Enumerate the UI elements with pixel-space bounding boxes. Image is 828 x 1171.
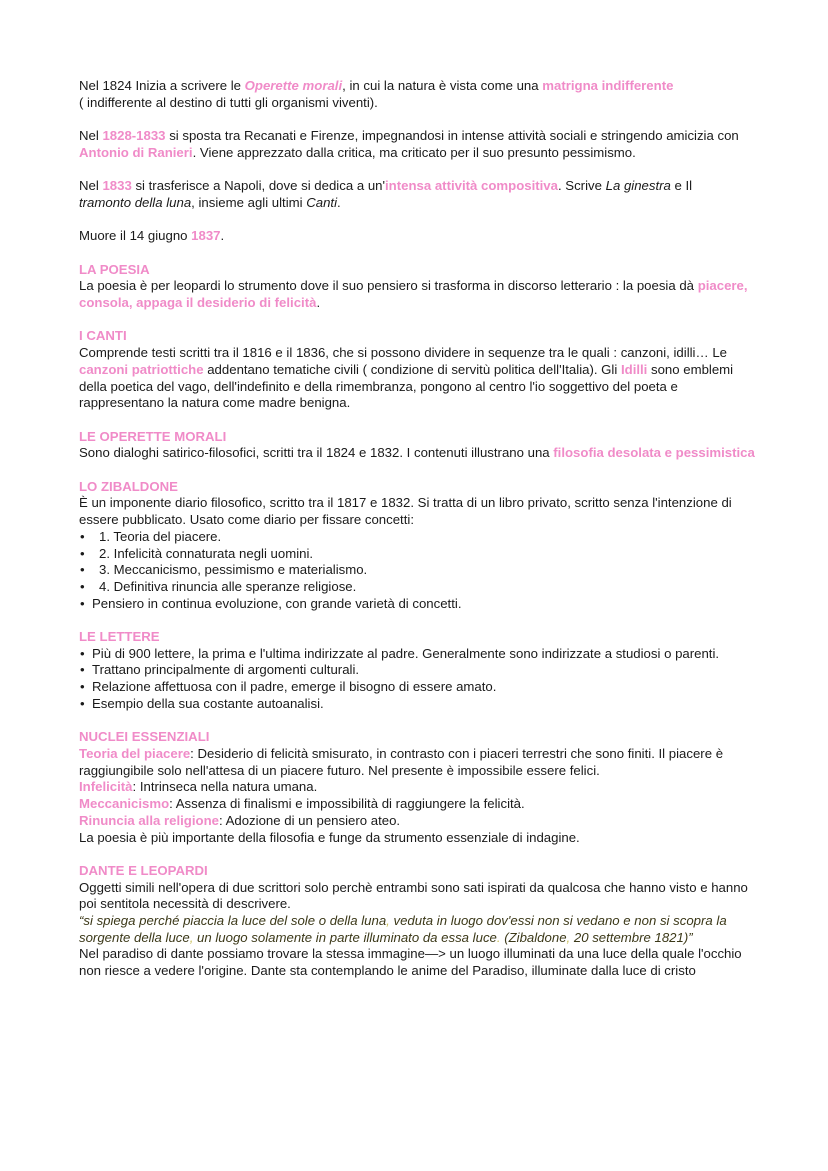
section-poesia: LA POESIA La poesia è per leopardi lo strumento dove il suo pensiero si trasforma in discorso letterario : la poesia dà piacere, consola, appaga il desiderio di felicità. (79, 262, 759, 312)
section-heading: LE LETTERE (79, 629, 160, 645)
section-dante: DANTE E LEOPARDI Oggetti simili nell'opera di due scrittori solo perchè entrambi sono sati ispirati da qualcosa che hanno visto e hanno poi sentitola necessità di descrivere. “si spiega perché piaccia la luce del sole o della luna, veduta in luogo dov'essi non si vedano e non si scopra la sorgente della luce, un luogo solamente in parte illuminato da essa luce. (Zibaldone, 20 settembre 1821)” Nel paradiso di dante possiamo trovare la stessa immagine—> un luogo illuminati da una luce della quale l'occhio non riesce a vedere l'origine. Dante sta contemplando le anime del Paradiso, illuminate dalla luce di cristo (79, 863, 759, 980)
list-item: • Trattano principalmente di argomenti culturali. (79, 662, 759, 679)
operette-morali-highlight: Operette morali (244, 78, 343, 93)
list-item: • Relazione affettuosa con il padre, emerge il bisogno di essere amato. (79, 679, 759, 696)
section-heading: LO ZIBALDONE (79, 478, 178, 494)
intro-paragraph-4: Muore il 14 giugno 1837. (79, 228, 225, 244)
section-operette: LE OPERETTE MORALI Sono dialoghi satirico-filosofici, scritti tra il 1824 e 1832. I contenuti illustrano una filosofia desolata e pessimistica (79, 429, 759, 462)
section-heading: DANTE E LEOPARDI (79, 862, 208, 878)
list-item: • 3. Meccanicismo, pessimismo e materialismo. (79, 562, 759, 579)
section-heading: I CANTI (79, 328, 127, 344)
section-zibaldone: LO ZIBALDONE È un imponente diario filosofico, scritto tra il 1817 e 1832. Si tratta di un libro privato, scritto senza l'intenzione di essere pubblicato. Usato come diario per fissare concetti: • 1. Teoria del piacere. • 2. Infelicità connaturata negli uomini. • 3. Meccanicismo, pessimismo e materialismo. • 4. Definitiva rinuncia alle speranze religiose. • Pensiero in continua evoluzione, con grande varietà di concetti. (79, 479, 759, 613)
attivita-highlight: intensa attività compositiva (385, 178, 558, 194)
intro-paragraph-3: Nel 1833 si trasferisce a Napoli, dove si dedica a un'intensa attività compositiva. Scrive La ginestra e Il tramonto della luna, insieme agli ultimi Canti. (79, 178, 693, 210)
list-item: • Esempio della sua costante autoanalisi. (79, 696, 759, 713)
document-page (79, 78, 759, 980)
section-heading: NUCLEI ESSENZIALI (79, 729, 210, 745)
list-item: • 4. Definitiva rinuncia alle speranze religiose. (79, 579, 759, 596)
list-item: • Pensiero in continua evoluzione, con grande varietà di concetti. (79, 596, 759, 613)
ranieri-highlight: Antonio di Ranieri (79, 144, 193, 160)
section-heading: LA POESIA (79, 261, 150, 277)
intro-paragraph-1: Nel 1824 Inizia a scrivere le Operette morali, in cui la natura è vista come una matrigna indifferente ( indifferente al destino di tutti gli organismi viventi). (79, 78, 674, 110)
list-item: • 2. Infelicità connaturata negli uomini. (79, 546, 759, 563)
matrigna-highlight: matrigna indifferente (542, 78, 674, 93)
section-nuclei: NUCLEI ESSENZIALI Teoria del piacere: Desiderio di felicità smisurato, in contrasto con i piaceri terrestri che sono finiti. Il piacere è raggiungibile solo nell'attesa di un piacere futuro. Nel presente è impossibile essere felici. Infelicità: Intrinseca nella natura umana. Meccanicismo: Assenza di finalismi e impossibilità di raggiungere la felicità. Rinuncia alla religione: Adozione di un pensiero ateo. La poesia è più importante della filosofia e funge da strumento essenziale di indagine. (79, 729, 759, 846)
years-highlight: 1828-1833 (102, 128, 166, 144)
section-heading: LE OPERETTE MORALI (79, 428, 227, 444)
zibaldone-quote: “si spiega perché piaccia la luce del sole o della luna, veduta in luogo dov'essi non si vedano e non si scopra la sorgente della luce, un luogo solamente in parte illuminato da essa luce. (Zibaldone, 20 settembre 1821)” (79, 913, 727, 945)
zibaldone-list (79, 529, 759, 596)
list-item: • 1. Teoria del piacere. (79, 529, 759, 546)
section-lettere (79, 629, 759, 713)
section-canti: I CANTI Comprende testi scritti tra il 1816 e il 1836, che si possono dividere in sequenze tra le quali : canzoni, idilli… Le canzoni patriottiche addentano tematiche civili ( condizione di servitù politica dell'Italia). Gli Idilli sono emblemi della poetica del vago, dell'indefinito e della rimembranza, pongono al centro l'io soggettivo del poeta e rappresentano la natura come madre benigna. (79, 328, 759, 412)
list-item: • Più di 900 lettere, la prima e l'ultima indirizzate al padre. Generalmente sono indirizzate a studiosi o parenti. (79, 646, 759, 663)
intro-paragraph-2: Nel 1828-1833 si sposta tra Recanati e Firenze, impegnandosi in intense attività sociali e stringendo amicizia con Antonio di Ranieri. Viene apprezzato dalla critica, ma criticato per il suo presunto pessimismo. (79, 128, 739, 160)
lettere-list (79, 646, 759, 713)
